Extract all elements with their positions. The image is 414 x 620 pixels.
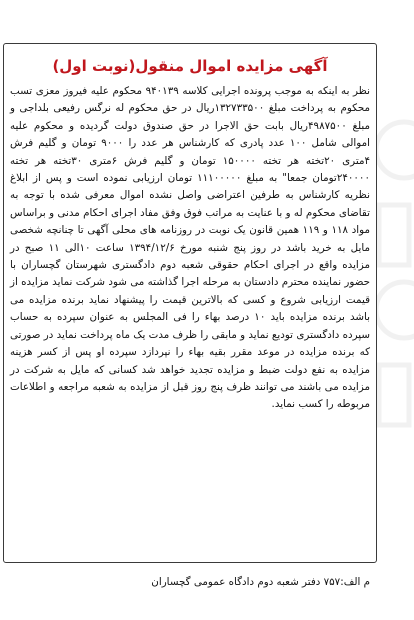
notice-body-text: نظر به اینکه به موجب پرونده اجرایی کلاسه ۹۴۰۱۳۹ محکوم علیه فیروز معزی تسب محکوم به پرداخت مبلغ ۱۳۲۷۳۳۵۰۰ریال در حق محکوم له نرگس رفیعی بلداجی و مبلغ ۴۹۸۷۵۰۰ریال بابت حق الاجرا در حق صندوق دولت گردیده و محکوم علیه اموالی شامل ۱۰۰ عدد پادری که کارشناس هر عدد را ۹۰۰۰ تومان و گلیم فرش ۴متری ۲۰تخته هر تخته ۱۵۰۰۰۰ تومان و گلیم فرش ۶متری ۳۰تخته هر تخته ۲۴۰۰۰۰تومان جمعا" به مبلغ ۱۱۱۰۰۰۰۰ تومان ارزیابی نموده است و پس از ابلاغ نظریه کارشناس به طرفین اعتراضی واصل نشده اموال معرفی شده با توجه به تقاضای محکوم له و با عنایت به مراتب فوق وفق مفاد اجرای احکام مدنی و براساس مواد ۱۱۸ و ۱۱۹ همین قانون یک نوبت در روزنامه های محلی آگهی تا چنانچه شخصی مایل به خرید باشد در روز پنج شنبه مورخ ۱۳۹۴/۱۲/۶ ساعت ۱۰الی ۱۱ صبح در مزایده واقع در اجرای احکام حقوقی شعبه دوم دادگستری شهرستان گچساران با حضور نماینده محترم دادستان به مرحله اجرا گذاشته می شود شرکت نماید مزایده از قیمت ارزیابی شروع و کسی که بالاترین قیمت را پیشنهاد نماید برنده مزایده می باشد برنده مزایده باید ۱۰ درصد بهاء را فی المجلس به عنوان سپرده به حساب سپرده دادگستری تودیع نماید و مابقی را ظرف مدت یک ماه پرداخت نماید در صورتی که برنده مزایده در موعد مقرر بقیه بهاء را نپردازد سپرده او پس از کسر هزینه مزایده به نفع دولت ضبط و مزایده تجدید خواهد شد کسانی که مایل به شرکت در مزایده می باشند می توانند ظرف پنج روز قبل از مزایده به شعبه مراجعه و اطلاعات مربوطه را کسب نماید. (10, 85, 371, 411)
notice-frame (3, 43, 377, 588)
notice-title: آگهی مزایده اموال منقول(نوبت اول) (52, 57, 328, 75)
notice-body (10, 83, 370, 414)
notice-footer: م الف:۷۵۷ دفتر شعبه دوم دادگاه عمومی گچساران (151, 576, 370, 588)
